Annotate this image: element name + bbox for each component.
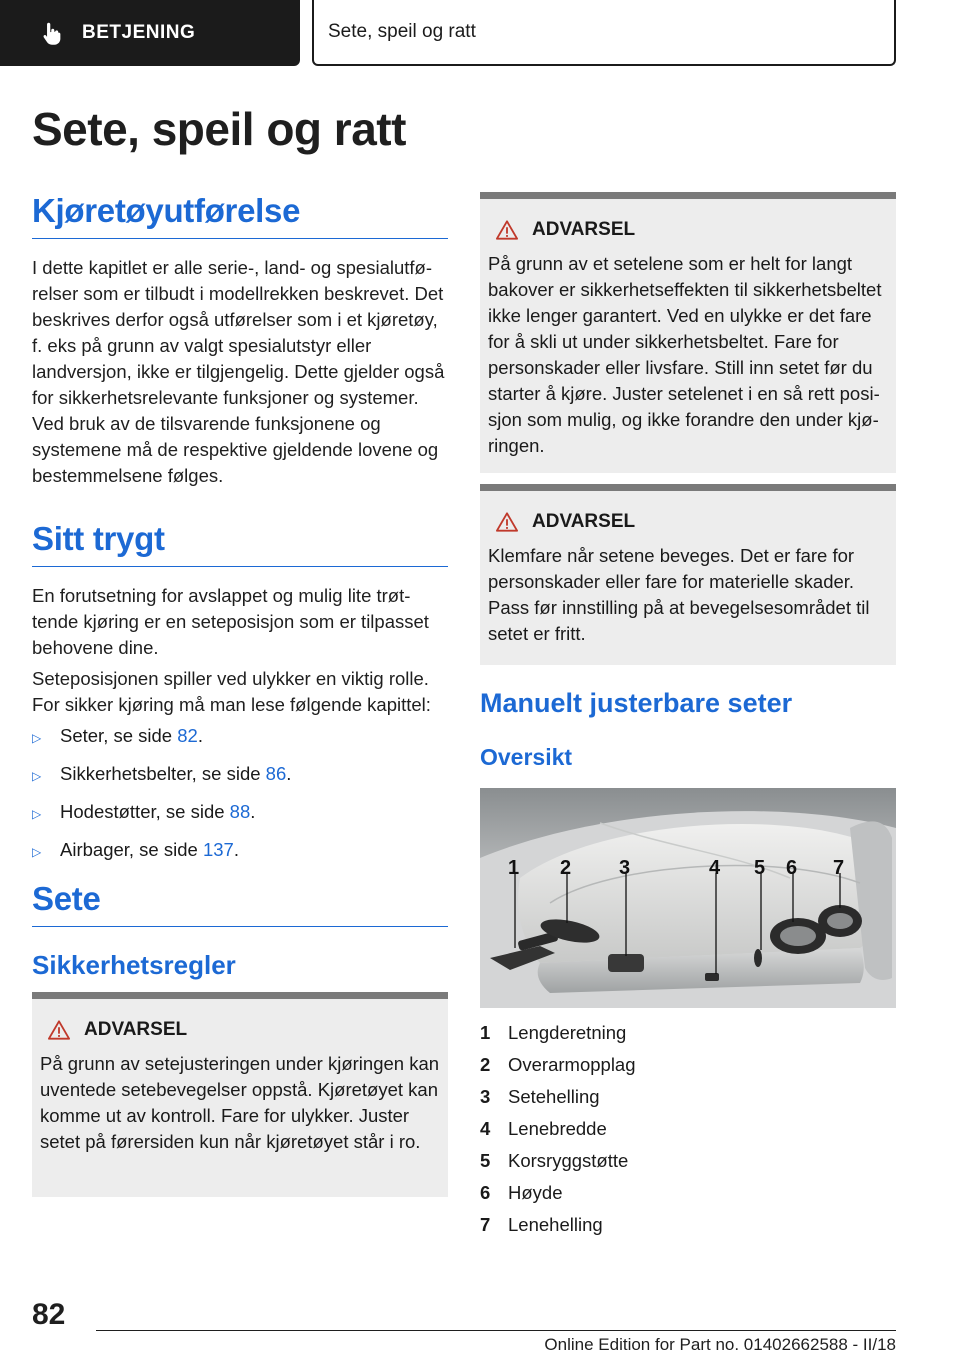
reference-list	[32, 723, 448, 875]
warning-text: Klemfare når setene beveges. Det er fare for personskader eller fare for materielle skader. Pass før innstilling på at bevegelsesområdet til setet er fritt.	[488, 545, 870, 644]
callout-7: 7	[833, 857, 845, 879]
footer-divider	[96, 1330, 896, 1331]
callout-3: 3	[619, 857, 631, 879]
triangle-bullet-icon: ▷	[32, 769, 42, 783]
callout-2: 2	[560, 857, 572, 879]
callout-4: 4	[709, 857, 721, 879]
page-link[interactable]: 88	[229, 801, 251, 822]
warning-text: På grunn av et setelene som er helt for langt bakover er sikkerhetseffekten til sikkerhetsbeltet ikke lenger garantert. Ved en ulykke er det fare for å skli ut under sikkerhetsbeltet. Fare for personskader eller livsfare. Still inn setet før du starter å kjøre. Juster setelenet i en så rett posisjon som mulig, og ikke forandre den under kjøringen.	[488, 253, 882, 456]
page-title: Sete, speil og ratt	[32, 103, 406, 155]
warning-box	[480, 192, 896, 473]
heading-model-version: Kjøretøyutførelse	[32, 192, 448, 239]
heading-overview: Oversikt	[480, 744, 573, 770]
paragraph-sit-safe-2: Seteposisjonen spiller ved ulykker en viktig rolle. For sikker kjøring må man lese følgende kapittel:	[32, 668, 431, 715]
warning-triangle-icon	[48, 1019, 70, 1041]
callout-1: 1	[508, 857, 520, 879]
paragraph-sit-safe-1: En forutsetning for avslappet og mulig lite trøttende kjøring er en seteposisjon som er tilpasset behovene dine.	[32, 585, 429, 658]
warning-triangle-icon	[496, 511, 518, 533]
warning-box	[32, 992, 448, 1197]
edition-text: Online Edition for Part no. 01402662588 - II/18	[544, 1335, 896, 1354]
hand-pointer-icon	[40, 20, 66, 46]
list-item: ▷ Hodestøtter, se side 88.	[32, 799, 448, 827]
chapter-label: Sete, speil og ratt	[328, 21, 476, 42]
legend-list	[480, 1017, 896, 1241]
paragraph-model-version: I dette kapitlet er alle serie-, land- og spesialutførelser som er tilbudt i modellrekken beskrevet. Det beskrives derfor også utførelser som i et kjøretøy, f. eks på grunn av valgt spesialutstyr eller landversjon, ikke er tilgjengelig. Dette gjelder også for sikkerhetsrelevante funksjoner og systemer. Ved bruk av de tilsvarende funksjonene og systemene må de respektive gjeldende lovene og bestemmelsene følges.	[32, 257, 445, 486]
legend-item: 6 Høyde	[480, 1182, 563, 1203]
warning-title: ADVARSEL	[532, 219, 636, 240]
warning-triangle-icon	[496, 219, 518, 241]
legend-item: 1 Lengderetning	[480, 1022, 627, 1043]
warning-title: ADVARSEL	[532, 511, 636, 532]
legend-item: 7 Lenehelling	[480, 1214, 603, 1235]
section-tab	[0, 0, 300, 66]
legend-item: 3 Setehelling	[480, 1086, 600, 1107]
seat-illustration	[480, 788, 896, 1008]
page-link[interactable]: 86	[265, 763, 287, 784]
warning-box	[480, 484, 896, 665]
triangle-bullet-icon: ▷	[32, 731, 42, 745]
heading-sit-safe: Sitt trygt	[32, 520, 448, 567]
warning-title: ADVARSEL	[84, 1019, 188, 1040]
list-item: ▷ Airbager, se side 137.	[32, 837, 448, 865]
warning-text: På grunn av setejusteringen under kjøringen kan uventede setebevegelser oppstå. Kjøretøyet kan komme ut av kontroll. Fare for ulykker. Juster setet på førersiden kun når kjøretøyet står i ro.	[40, 1053, 440, 1152]
list-item: ▷ Sikkerhetsbelter, se side 86.	[32, 761, 448, 789]
heading-manual-seats: Manuelt justerbare seter	[480, 688, 793, 718]
triangle-bullet-icon: ▷	[32, 845, 42, 859]
triangle-bullet-icon: ▷	[32, 807, 42, 821]
page-number: 82	[32, 1298, 66, 1331]
heading-safety-rules: Sikkerhetsregler	[32, 950, 236, 980]
legend-item: 2 Overarmopplag	[480, 1054, 636, 1075]
callout-5: 5	[754, 857, 766, 879]
page-link[interactable]: 137	[202, 839, 234, 860]
seat-controls-image	[480, 788, 896, 1008]
heading-seat: Sete	[32, 880, 448, 927]
page-link[interactable]: 82	[177, 725, 198, 746]
chapter-tab	[312, 0, 896, 66]
legend-item: 5 Korsryggstøtte	[480, 1150, 629, 1171]
callout-6: 6	[786, 857, 798, 879]
list-item: ▷ Seter, se side 82.	[32, 723, 448, 751]
legend-item: 4 Lenebredde	[480, 1118, 607, 1139]
section-label: BETJENING	[82, 22, 196, 43]
